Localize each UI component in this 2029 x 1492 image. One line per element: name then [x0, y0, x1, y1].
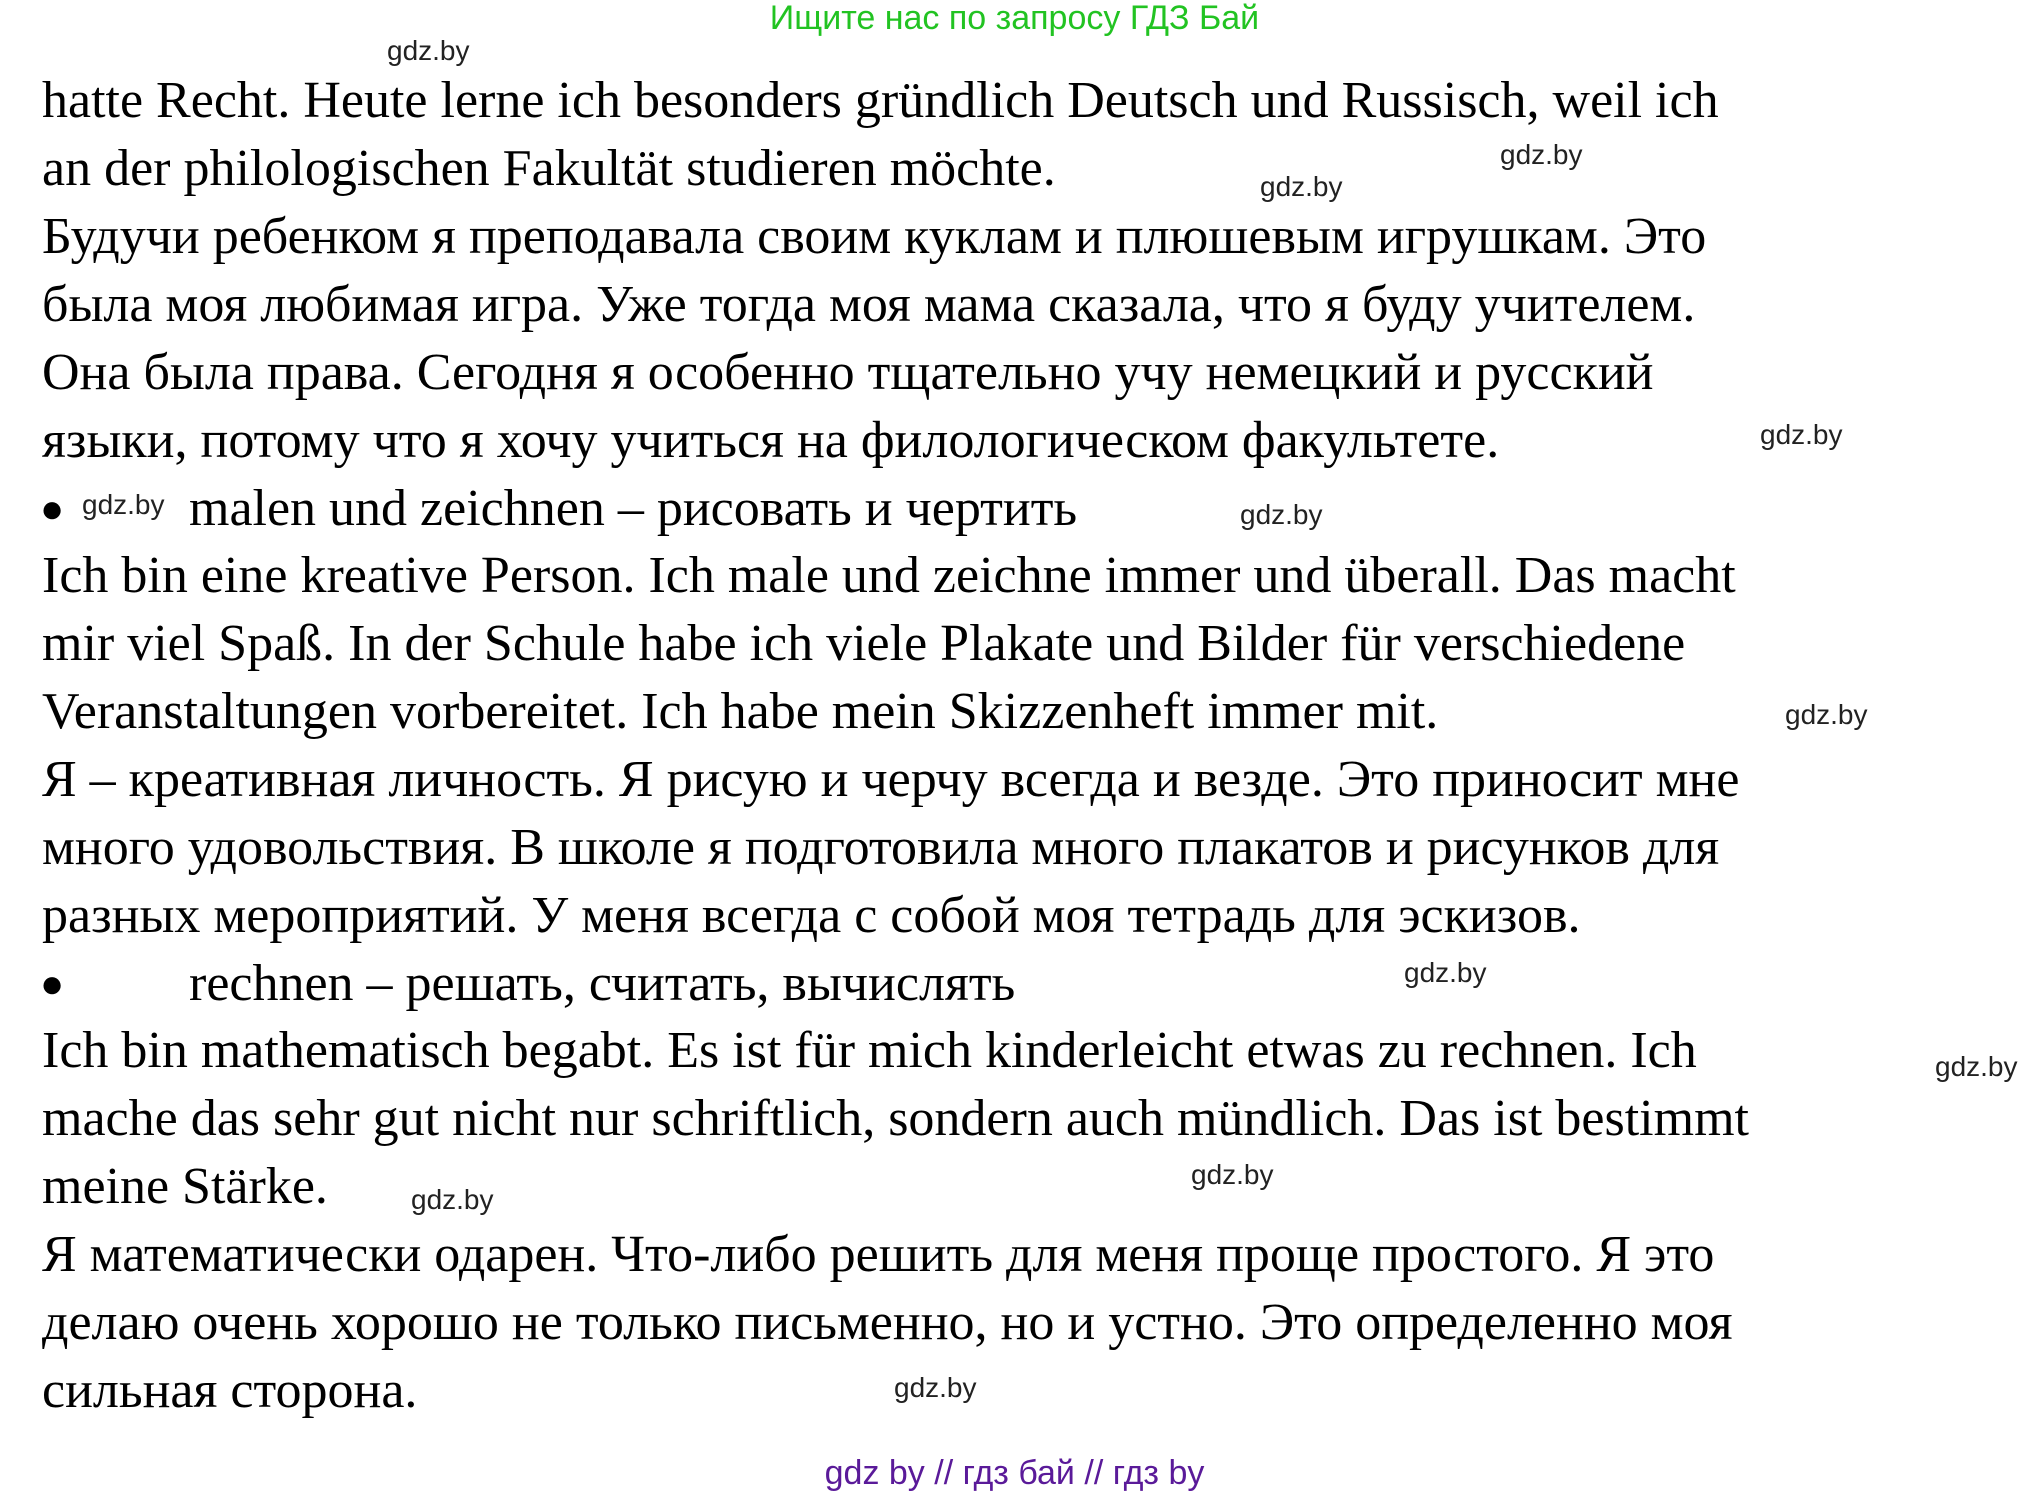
text-line: Ich bin mathematisch begabt. Es ist für mich kinderleicht etwas zu rechnen. Ich: [42, 1022, 1697, 1079]
watermark: gdz.by: [1935, 1051, 2018, 1082]
bullet-item: rechnen – решать, считать, вычислять: [189, 955, 1016, 1012]
text-line: была моя любимая игра. Уже тогда моя мама сказала, что я буду учителем.: [42, 276, 1696, 333]
text-line: an der philologischen Fakultät studieren möchte.: [42, 140, 1056, 197]
watermark: gdz.by: [1785, 699, 1868, 730]
footer-links[interactable]: gdz by // гдз бай // гдз by: [824, 1454, 1205, 1492]
watermark: gdz.by: [1191, 1159, 1274, 1190]
bullet-icon: ●: [40, 486, 65, 531]
watermark: gdz.by: [411, 1184, 494, 1215]
text-line: делаю очень хорошо не только письменно, но и устно. Это определенно моя: [42, 1294, 1733, 1351]
text-line: Она была права. Сегодня я особенно тщательно учу немецкий и русский: [42, 344, 1654, 401]
watermark: gdz.by: [82, 489, 165, 520]
text-line: mir viel Spaß. In der Schule habe ich viele Plakate und Bilder für verschiedene: [42, 615, 1686, 672]
watermark: gdz.by: [1404, 957, 1487, 988]
watermark: gdz.by: [1240, 499, 1323, 530]
bullet-item: malen und zeichnen – рисовать и чертить: [189, 480, 1078, 537]
text-line: языки, потому что я хочу учиться на филологическом факультете.: [42, 412, 1500, 469]
watermark: gdz.by: [387, 35, 470, 66]
text-line: Я математически одарен. Что-либо решить для меня проще простого. Я это: [42, 1226, 1715, 1283]
text-line: hatte Recht. Heute lerne ich besonders gründlich Deutsch und Russisch, weil ich: [42, 72, 1719, 129]
text-line: mache das sehr gut nicht nur schriftlich, sondern auch mündlich. Das ist bestimmt: [42, 1090, 1749, 1147]
text-line: Veranstaltungen vorbereitet. Ich habe mein Skizzenheft immer mit.: [42, 683, 1439, 740]
text-line: Я – креативная личность. Я рисую и черчу всегда и везде. Это приносит мне: [42, 751, 1740, 808]
text-line: Будучи ребенком я преподавала своим куклам и плюшевым игрушкам. Это: [42, 208, 1707, 265]
header-banner[interactable]: Ищите нас по запросу ГДЗ Бай: [769, 0, 1260, 37]
watermark: gdz.by: [1760, 419, 1843, 450]
text-line: meine Stärke.: [42, 1158, 328, 1215]
bullet-icon: ●: [40, 961, 65, 1006]
text-line: много удовольствия. В школе я подготовила много плакатов и рисунков для: [42, 819, 1720, 876]
text-line: Ich bin eine kreative Person. Ich male und zeichne immer und überall. Das macht: [42, 547, 1736, 604]
watermark: gdz.by: [1260, 171, 1343, 202]
text-line: сильная сторона.: [42, 1362, 418, 1419]
watermark: gdz.by: [1500, 139, 1583, 170]
text-line: разных мероприятий. У меня всегда с собой моя тетрадь для эскизов.: [42, 887, 1581, 944]
watermark: gdz.by: [894, 1372, 977, 1403]
